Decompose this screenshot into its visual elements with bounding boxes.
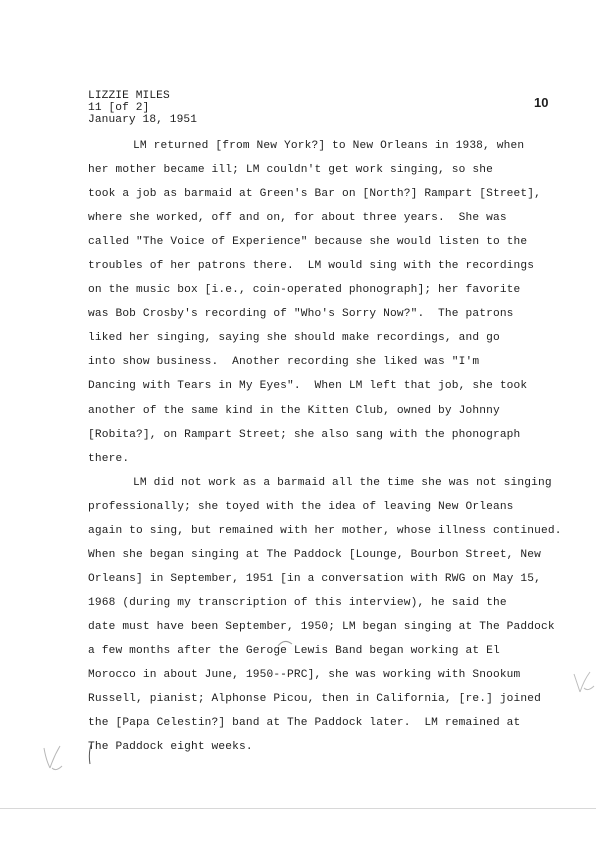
interview-date: January 18, 1951 (88, 114, 198, 126)
transcript-line: 1968 (during my transcription of this interview), he said the (88, 596, 507, 609)
handwritten-mark-left (40, 738, 70, 778)
transcript-line: Russell, pianist; Alphonse Picou, then in California, [re.] joined (88, 693, 541, 706)
transcript-line: called "The Voice of Experience" because she would listen to the (88, 236, 528, 249)
transcript-line: took a job as barmaid at Green's Bar on [North?] Rampart [Street], (88, 188, 541, 201)
handwritten-tick (84, 738, 100, 768)
transcript-line: professionally; she toyed with the idea of leaving New Orleans (88, 500, 514, 513)
transcript-line: date must have been September, 1950; LM began singing at The Paddock (88, 620, 555, 633)
transcript-line: When she began singing at The Paddock [Lounge, Bourbon Street, New (88, 548, 541, 561)
transcript-line: there. (88, 452, 130, 465)
transcript-line: LM returned [from New York?] to New Orleans in 1938, when (133, 140, 525, 152)
handwritten-correction (276, 636, 296, 650)
transcript-line: was Bob Crosby's recording of "Who's Sorry Now?". The patrons (88, 308, 514, 321)
transcript-line: LM did not work as a barmaid all the time she was not singing (133, 476, 552, 489)
transcript-line: where she worked, off and on, for about three years. She was (88, 212, 507, 225)
transcript-line: The Paddock eight weeks. (88, 741, 253, 754)
transcript-line: into show business. Another recording she liked was "I'm (88, 356, 480, 369)
transcript-line: [Robita?], on Rampart Street; she also sang with the phonograph (88, 428, 521, 441)
page-number: 10 (534, 95, 549, 110)
transcript-line: troubles of her patrons there. LM would sing with the recordings (88, 260, 535, 273)
transcript-line: Orleans] in September, 1951 [in a conversation with RWG on May 15, (88, 572, 541, 585)
transcript-line: a few months after the Geroge Lewis Band began working at El (88, 644, 500, 657)
transcript-line: her mother became ill; LM couldn't get work singing, so she (88, 164, 493, 177)
transcript-line: another of the same kind in the Kitten Club, owned by Johnny (88, 404, 500, 417)
transcript-line: Dancing with Tears in My Eyes". When LM left that job, she took (88, 380, 528, 393)
transcript-line: again to sing, but remained with her mother, whose illness continued. (88, 524, 562, 537)
transcript-line: on the music box [i.e., coin-operated phonograph]; her favorite (88, 284, 521, 297)
page-edge-line (0, 808, 596, 809)
transcript-line: the [Papa Celestin?] band at The Paddock later. LM remained at (88, 717, 521, 730)
interviewee-name: LIZZIE MILES (88, 90, 170, 102)
transcript-body (88, 134, 588, 759)
transcript-line: liked her singing, saying she should make recordings, and go (88, 332, 500, 345)
handwritten-mark-right (572, 668, 596, 698)
reel-number: 11 [of 2] (88, 102, 150, 114)
transcript-line: Morocco in about June, 1950--PRC], she was working with Snookum (88, 669, 521, 682)
